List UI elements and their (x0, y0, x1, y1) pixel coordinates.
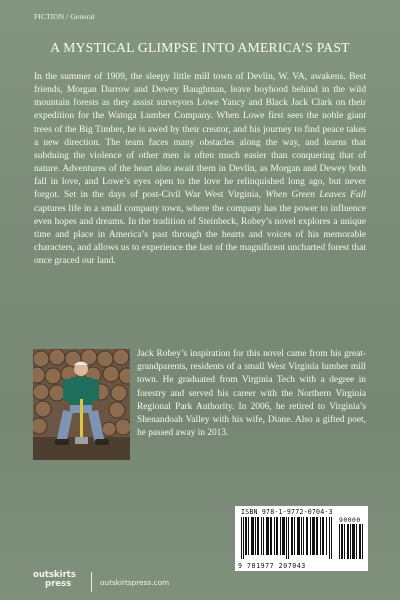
author-bio: Jack Robey’s inspiration for this novel came from his great-grandparents, residents of a small West Virginia lumber mill town. He graduated from Virginia Tech with a degree in forestry and served his career with the Northern Virginia Regional Park Authority. In 2006, he retired to Virginia’s Shenandoah Valley with his wife, Diane. Also a gifted poet, he passed away in 2013. (137, 349, 366, 439)
publisher-logo (33, 571, 85, 593)
synopsis-text-2: captures life in a small company town, where the company has the power to influence even hopes and dreams. In the tradition of Steinbeck, Robey’s novel explores a unique time and place in America’s past through the hearts and voices of his memorable characters, and allows us to experience the last of the magnificent uncharted forest that once graced our land. (34, 203, 366, 267)
headline: A MYSTICAL GLIMPSE INTO AMERICA’S PAST (50, 40, 350, 55)
publisher-website: outskirtspress.com (100, 577, 170, 587)
author-photo-image (33, 349, 130, 460)
isbn-barcode (235, 506, 368, 571)
author-photo (33, 349, 130, 460)
publisher-block (33, 571, 169, 593)
logo-text-press: press (45, 579, 72, 589)
publisher-divider (91, 572, 92, 592)
addon-bars (339, 524, 365, 559)
synopsis-text-1: In the summer of 1909, the sleepy little mill town of Devlin, W. VA, awakens. Best friends, Morgan Darrow and Dewey Baughman, leave boyhood behind in the wild mountain forests as they assist surveyors Lowe Yancy and Black Jack Clark on their expedition for the Watoga Lumber Company. When Lowe first sees the noble giant trees of the Big Timber, he is awed by their creator, and his journey to find peace takes a new direction. The team faces many obstacles along the way, and learns that subduing the violence of other men is often much easier than conquering that of nature. Adventures of the heart also await them in Devlin, as Morgan and Dewey both fall in love, and Lowe’s eyes open to the love he relinquished long ago, but never forgot. Set in the days of post-Civil War West Virginia, (34, 72, 366, 201)
isbn-label: ISBN 978-1-9772-0704-3 (241, 508, 333, 516)
price-addon-code: 90000 (339, 516, 361, 524)
barcode-bars (241, 517, 335, 559)
barcode-digits: 9 781977 207043 (238, 562, 306, 570)
synopsis (34, 71, 366, 268)
logo-text-outskirts: outskirts (33, 570, 76, 580)
category-label: FICTION / General (34, 12, 95, 21)
book-title-italic: When Green Leaves Fall (265, 190, 366, 201)
